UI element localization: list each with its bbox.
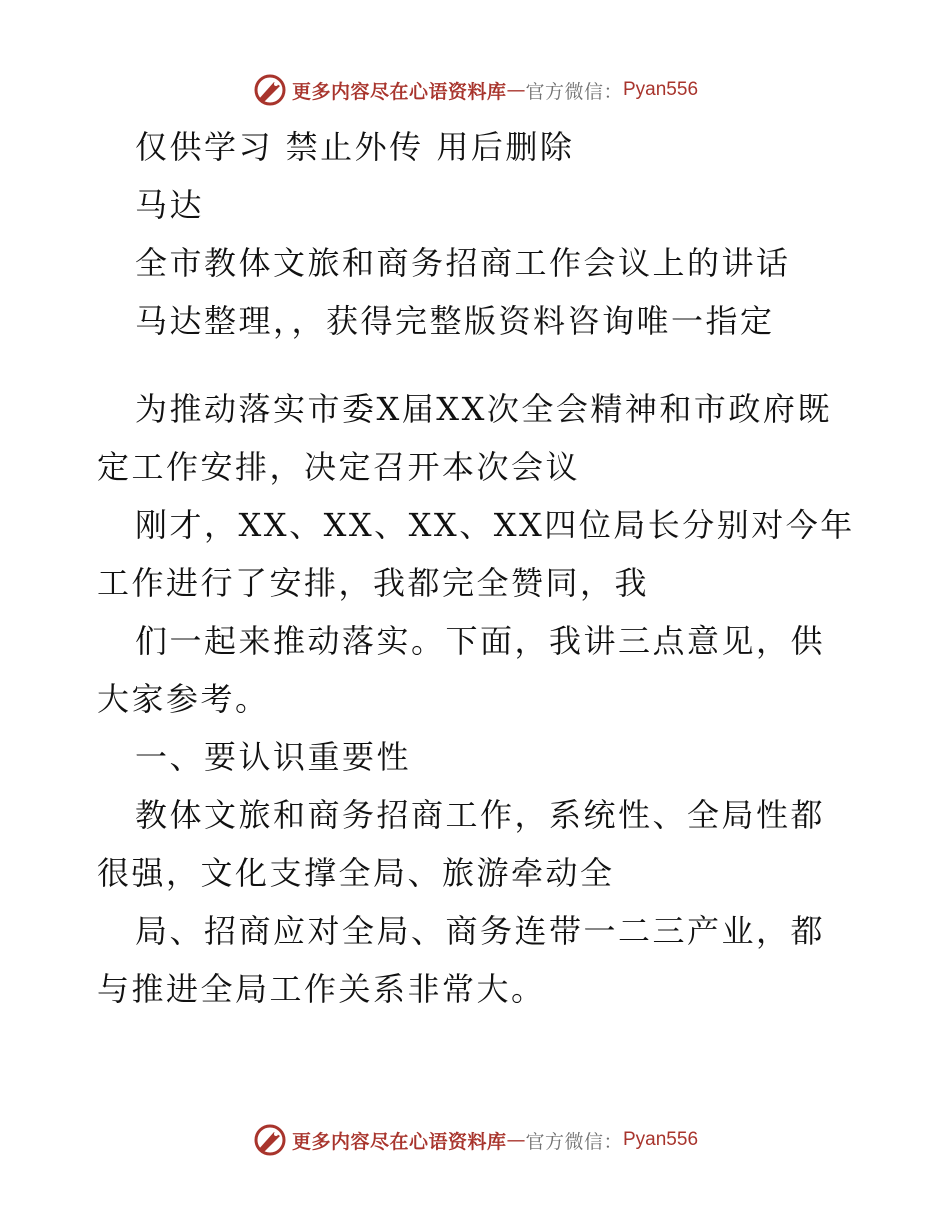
section-heading: 一、要认识重要性 xyxy=(135,738,412,776)
footer-watermark xyxy=(0,1120,950,1160)
paragraph: 教体文旅和商务招商工作，系统性、全局性都很强，文化支撑全局、旅游牵动全 xyxy=(97,796,826,892)
paragraph: 为推动落实市委X届XX次全会精神和市政府既定工作安排，决定召开本次会议 xyxy=(97,390,832,486)
paragraph: 局、招商应对全局、商务连带一二三产业，都与推进全局工作关系非常大。 xyxy=(97,912,826,1008)
watermark-contact-id: Pyan556 xyxy=(623,79,699,100)
watermark-dash: — xyxy=(506,1129,526,1151)
header-watermark xyxy=(0,70,950,110)
paragraph: 们一起来推动落实。下面，我讲三点意见，供大家参考。 xyxy=(97,622,826,718)
watermark-contact-id: Pyan556 xyxy=(623,1129,699,1150)
author-line: 马达 xyxy=(135,186,205,224)
watermark-contact-label: 官方微信： xyxy=(525,1130,623,1153)
paragraph: 刚才，XX、XX、XX、XX四位局长分别对今年工作进行了安排，我都完全赞同，我 xyxy=(97,506,855,602)
document-body xyxy=(97,118,857,1018)
pen-nib-circle-icon xyxy=(252,72,288,108)
document-title: 全市教体文旅和商务招商工作会议上的讲话 xyxy=(135,244,791,282)
pen-nib-circle-icon xyxy=(252,1122,288,1158)
watermark-site-text: 更多内容尽在心语资料库 xyxy=(291,1130,507,1153)
watermark-contact-label: 官方微信： xyxy=(525,80,623,103)
compiler-note: 马达整理，，获得完整版资料咨询唯一指定 xyxy=(135,302,775,340)
paragraph-gap xyxy=(97,350,857,380)
watermark-dash: — xyxy=(506,79,526,101)
notice-line: 仅供学习 禁止外传 用后删除 xyxy=(135,128,575,166)
watermark-site-text: 更多内容尽在心语资料库 xyxy=(291,80,507,103)
